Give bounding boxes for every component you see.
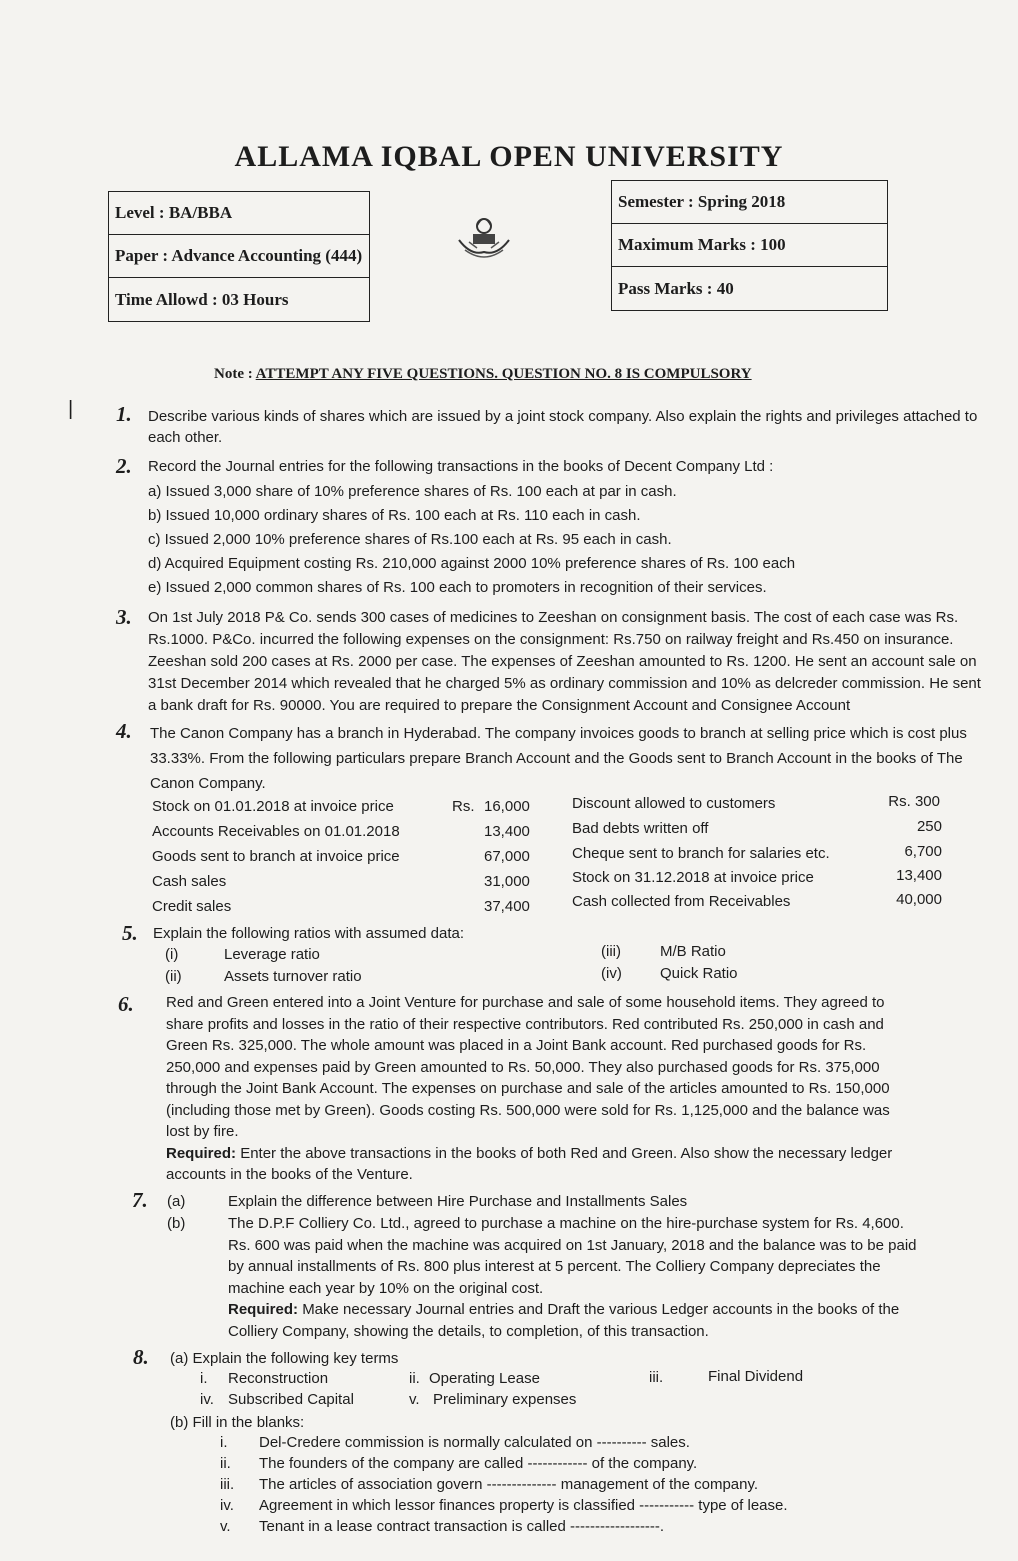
note-label: Note :	[214, 366, 253, 382]
term-number: v.	[409, 1391, 420, 1408]
question-1-text: Describe various kinds of shares which are issued by a joint stock company. Also explain the rights and privileges attached to each other.	[148, 408, 978, 446]
term-number: iv.	[200, 1391, 214, 1408]
question-4-text: The Canon Company has a branch in Hyderabad. The company invoices goods to branch at selling price which is cost plus 33.33%. From the following particulars prepare Branch Account and the Goods sent to Branch Account in the books of The Canon Company.	[150, 725, 967, 792]
question-5-intro: Explain the following ratios with assumed data:	[153, 925, 465, 942]
exam-note	[214, 366, 752, 383]
marks-info-box	[611, 180, 888, 311]
blank-item: Agreement in which lessor finances property is classified ----------- type of lease.	[259, 1497, 788, 1514]
question-number: 3.	[116, 605, 132, 629]
term-number: iii.	[649, 1369, 664, 1386]
particular-label: Stock on 01.01.2018 at invoice price	[152, 798, 394, 815]
particular-value: 6,700	[904, 843, 942, 860]
ratio-item: Assets turnover ratio	[224, 968, 362, 985]
question-number: 1.	[116, 402, 132, 426]
sub-part-label: (a)	[167, 1193, 186, 1210]
blank-number: i.	[220, 1434, 228, 1451]
question-2-item: e) Issued 2,000 common shares of Rs. 100 each to promoters in recognition of their services.	[148, 579, 767, 596]
question-2-item: b) Issued 10,000 ordinary shares of Rs. 100 each at Rs. 110 each in cash.	[148, 507, 641, 524]
question-2-item: a) Issued 3,000 share of 10% preference shares of Rs. 100 each at par in cash.	[148, 483, 677, 500]
paper-info-box	[108, 191, 370, 322]
question-7a-text: Explain the difference between Hire Purchase and Installments Sales	[228, 1193, 688, 1210]
term-number: i.	[200, 1370, 208, 1387]
term-item: Reconstruction	[228, 1370, 329, 1387]
particular-prefix: Rs.	[452, 798, 475, 815]
particular-label: Cash collected from Receivables	[572, 893, 791, 910]
semester-field: Semester : Spring 2018	[612, 181, 887, 224]
max-marks-field: Maximum Marks : 100	[612, 224, 887, 267]
particular-label: Goods sent to branch at invoice price	[152, 848, 400, 865]
term-item: Subscribed Capital	[228, 1391, 354, 1408]
particular-label: Stock on 31.12.2018 at invoice price	[572, 869, 814, 886]
margin-mark: |	[68, 398, 74, 420]
particular-label: Discount allowed to customers	[572, 795, 776, 812]
question-number: 6.	[118, 992, 134, 1016]
required-label: Required:	[228, 1301, 299, 1318]
blank-item: Tenant in a lease contract transaction is called ------------------.	[259, 1518, 665, 1535]
question-3-text: On 1st July 2018 P& Co. sends 300 cases of medicines to Zeeshan on consignment basis. The cost of each case was Rs. Rs.1000. P&Co. incurred the following expenses on the consignment: Rs.750 on railway freight and Rs.450 on insurance. Zeeshan sold 200 cases at Rs. 2000 per case. The expenses of Zeeshan amounted to Rs. 1200. He sent an account sale on 31st December 2014 which revealed that he charged 5% as ordinary commission and 10% as delcreder commission. He sent a bank draft for Rs. 90000. You are required to prepare the Consignment Account and Consignee Account	[148, 609, 981, 714]
ratio-item: Leverage ratio	[224, 946, 320, 963]
question-2-item: c) Issued 2,000 10% preference shares of Rs.100 each at Rs. 95 each in cash.	[148, 531, 672, 548]
particular-value: 37,400	[484, 898, 530, 915]
particular-label: Cash sales	[152, 873, 227, 890]
question-2-item: d) Acquired Equipment costing Rs. 210,000 against 2000 10% preference shares of Rs. 100 each	[148, 555, 796, 572]
question-8b-text: (b) Fill in the blanks:	[170, 1414, 305, 1431]
particular-value: 13,400	[484, 823, 530, 840]
particular-label: Accounts Receivables on 01.01.2018	[152, 823, 400, 840]
particular-label: Credit sales	[152, 898, 232, 915]
blank-item: The founders of the company are called ------------ of the company.	[259, 1455, 698, 1472]
note-text: ATTEMPT ANY FIVE QUESTIONS. QUESTION NO. 8 IS COMPULSORY	[255, 366, 752, 382]
particular-value: 31,000	[484, 873, 530, 890]
ratio-number: (ii)	[165, 968, 182, 985]
term-item: Final Dividend	[708, 1368, 804, 1385]
ratio-item: Quick Ratio	[660, 965, 738, 982]
sub-part-label: (b)	[167, 1215, 186, 1232]
particular-label: Bad debts written off	[572, 820, 709, 837]
question-2-intro: Record the Journal entries for the following transactions in the books of Decent Company Ltd :	[148, 458, 774, 475]
particular-value: 16,000	[484, 798, 530, 815]
term-number: ii.	[409, 1370, 420, 1387]
question-number: 8.	[133, 1345, 149, 1369]
pass-marks-field: Pass Marks : 40	[618, 278, 734, 298]
particular-value: 250	[916, 818, 942, 835]
university-logo-icon	[455, 212, 513, 264]
university-title: ALLAMA IQBAL OPEN UNIVERSITY	[234, 140, 784, 173]
question-8a-text: (a) Explain the following key terms	[170, 1350, 399, 1367]
particular-value: 40,000	[896, 891, 942, 908]
term-item: Preliminary expenses	[433, 1391, 577, 1408]
blank-number: iv.	[220, 1497, 234, 1514]
particular-value: 67,000	[484, 848, 530, 865]
ratio-number: (i)	[165, 946, 179, 963]
question-number: 2.	[116, 454, 132, 478]
blank-number: v.	[220, 1518, 231, 1535]
question-7b-text: The D.P.F Colliery Co. Ltd., agreed to purchase a machine on the hire-purchase system for Rs. 4,600. Rs. 600 was paid when the machine was acquired on 1st January, 2018 and the balance was to be paid by annual installments of Rs. 800 plus interest at 5 percent. The Colliery Company depreciates the machine each year by 10% on the original cost. Required: Make necessary Journal entries and Draft the various Ledger accounts in the books of the Colliery Company, showing the details, to completion, of this transaction.	[228, 1215, 917, 1340]
ratio-number: (iii)	[601, 943, 621, 960]
required-label: Required:	[166, 1144, 237, 1162]
blank-number: ii.	[220, 1455, 231, 1472]
term-item: Operating Lease	[429, 1370, 540, 1387]
ratio-item: M/B Ratio	[660, 943, 726, 960]
level-field: Level : BA/BBA	[109, 192, 369, 235]
particular-value: 13,400	[896, 867, 942, 884]
question-number: 5.	[122, 921, 138, 945]
question-6-text: Red and Green entered into a Joint Venture for purchase and sale of some household items. They agreed to share profits and losses in the ratio of their respective contributors. Red contributed Rs. 250,000 in cash and Green Rs. 325,000. The whole amount was placed in a Joint Bank account. Red purchased goods for Rs. 250,000 and expenses paid by Green amounted to Rs. 50,000. They also purchased goods for Rs. 375,000 through the Joint Bank Account. The expenses on purchase and sale of the articles amounted to Rs. 150,000 (including those met by Green). Goods costing Rs. 500,000 were sold for Rs. 1,125,000 and the balance was lost by fire. Required: Enter the above transactions in the books of both Red and Green. Also show the necessary ledger accounts in the books of the Venture.	[166, 994, 893, 1183]
particular-label: Cheque sent to branch for salaries etc.	[572, 845, 830, 862]
time-field: Time Allowd : 03 Hours	[115, 289, 289, 309]
question-number: 4.	[116, 719, 132, 743]
ratio-number: (iv)	[601, 965, 622, 982]
blank-item: The articles of association govern -------------- management of the company.	[259, 1476, 759, 1493]
particular-value: Rs. 300	[888, 793, 940, 810]
paper-field: Paper : Advance Accounting (444)	[109, 235, 369, 278]
blank-number: iii.	[220, 1476, 235, 1493]
question-number: 7.	[132, 1188, 148, 1212]
blank-item: Del-Credere commission is normally calculated on ---------- sales.	[259, 1434, 690, 1451]
